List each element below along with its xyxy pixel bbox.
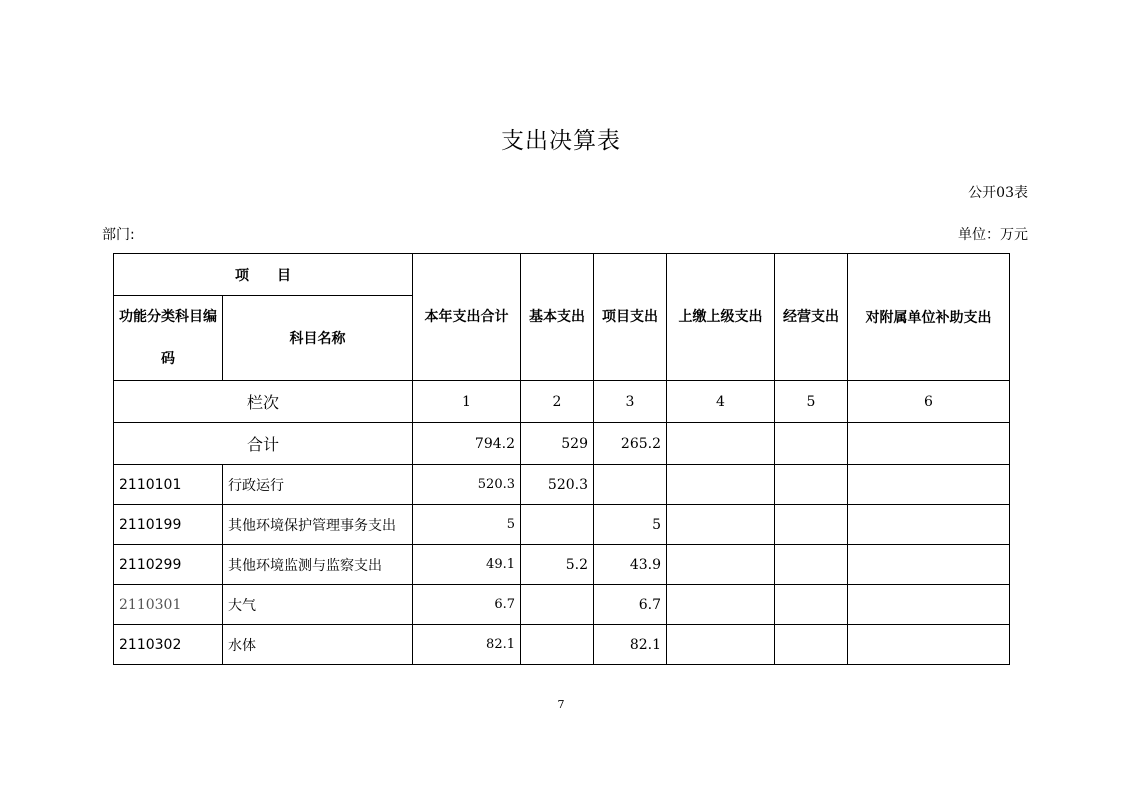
row-value [521,625,594,665]
row-value: 5 [594,505,667,545]
header-upper-level: 上缴上级支出 [667,254,775,381]
row-name: 水体 [223,625,413,665]
table-row [114,465,1010,505]
form-number: 公开03表 [968,185,1028,201]
index-label: 栏次 [114,381,413,423]
total-label: 合计 [114,423,413,465]
row-code: 2110299 [114,545,223,585]
row-value: 43.9 [594,545,667,585]
row-value: 82.1 [594,625,667,665]
page-title: 支出决算表 [501,128,621,154]
header-total: 本年支出合计 [413,254,521,381]
table-row [114,625,1010,665]
row-value [667,625,775,665]
total-value: 529 [521,423,594,465]
row-name: 大气 [223,585,413,625]
row-value: 49.1 [413,545,521,585]
index-col: 6 [848,381,1010,423]
row-value [667,465,775,505]
index-col: 5 [775,381,848,423]
row-value: 5.2 [521,545,594,585]
index-col: 3 [594,381,667,423]
total-value: 265.2 [594,423,667,465]
row-code: 2110101 [114,465,223,505]
row-value [848,585,1010,625]
row-code: 2110302 [114,625,223,665]
index-row [114,381,1010,423]
department-label: 部门: [102,227,135,243]
row-code: 2110301 [114,585,223,625]
header-subject-name: 科目名称 [223,296,413,381]
index-col: 1 [413,381,521,423]
row-value [775,545,848,585]
row-name: 其他环境保护管理事务支出 [223,505,413,545]
header-basic: 基本支出 [521,254,594,381]
header-subsidy: 对附属单位补助支出 [848,254,1010,381]
row-value [521,585,594,625]
table-row [114,585,1010,625]
header-project-expenditure: 项目支出 [594,254,667,381]
row-value [848,545,1010,585]
expenditure-table [113,253,1010,665]
total-value: 794.2 [413,423,521,465]
header-function-code: 功能分类科目编码 [114,296,223,381]
table-row [114,545,1010,585]
row-value [667,585,775,625]
row-code: 2110199 [114,505,223,545]
row-value [848,505,1010,545]
row-value: 82.1 [413,625,521,665]
table-row [114,505,1010,545]
index-col: 2 [521,381,594,423]
header-business: 经营支出 [775,254,848,381]
row-value: 5 [413,505,521,545]
row-name: 行政运行 [223,465,413,505]
unit-label: 单位：万元 [958,227,1028,243]
row-value: 520.3 [413,465,521,505]
row-value [594,465,667,505]
row-value: 520.3 [521,465,594,505]
total-value [775,423,848,465]
row-value [667,545,775,585]
page-number: 7 [557,698,565,711]
header-project: 项 目 [114,254,413,296]
row-value: 6.7 [594,585,667,625]
row-value [775,465,848,505]
total-row [114,423,1010,465]
total-value [667,423,775,465]
row-value [848,625,1010,665]
row-value [848,465,1010,505]
row-value [775,505,848,545]
index-col: 4 [667,381,775,423]
row-value [667,505,775,545]
row-name: 其他环境监测与监察支出 [223,545,413,585]
row-value [775,625,848,665]
total-value [848,423,1010,465]
row-value: 6.7 [413,585,521,625]
row-value [521,505,594,545]
row-value [775,585,848,625]
